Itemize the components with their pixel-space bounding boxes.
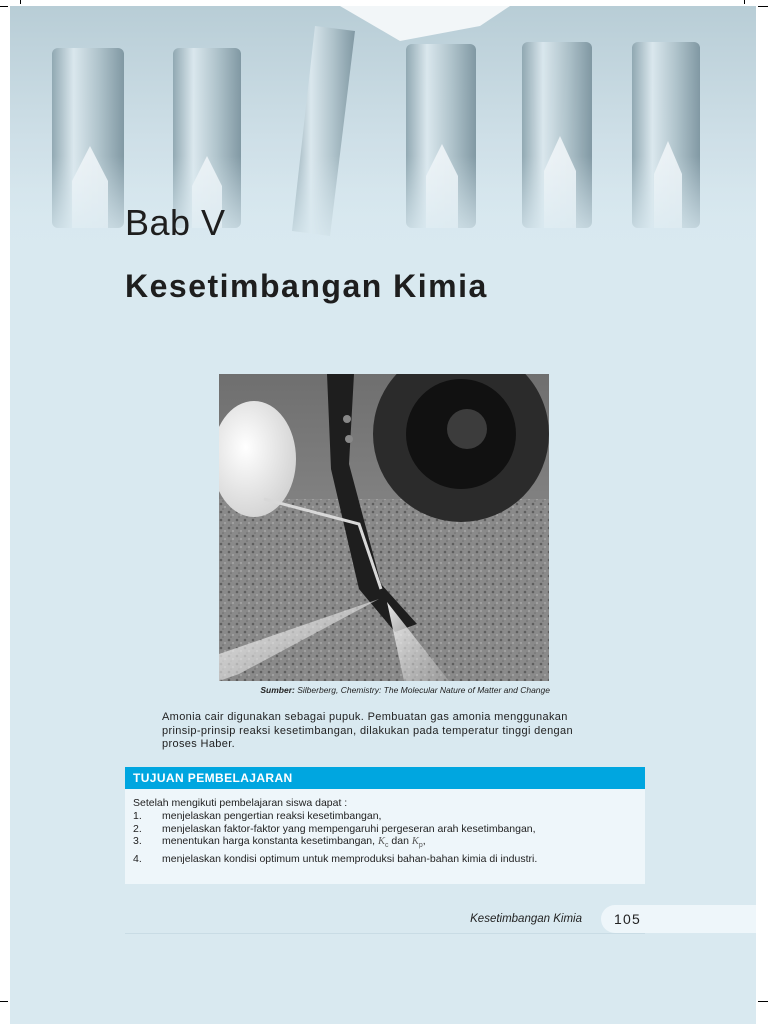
caption-source-label: Sumber: [260, 685, 295, 695]
list-item-text: menjelaskan faktor-faktor yang mempengaruhi pergeseran arah kesetimbangan, [162, 822, 536, 835]
kp-letter: K [411, 836, 419, 848]
kc-symbol [377, 836, 389, 850]
ammonia-injection-field-photo [219, 374, 549, 681]
list-item [133, 823, 645, 836]
test-tubes-photo [10, 6, 756, 256]
list-item [133, 835, 645, 853]
list-item-number: 3. [133, 835, 142, 848]
crop-mark [758, 6, 768, 7]
kc-letter: K [377, 836, 385, 848]
crop-mark [0, 1001, 8, 1002]
kp-symbol [411, 836, 423, 850]
list-item-end: , [422, 835, 426, 848]
crop-mark [744, 0, 745, 4]
kp-subscript: p [418, 842, 423, 850]
figure-caption [130, 685, 550, 695]
list-item-number: 1. [133, 809, 142, 822]
chapter-title: Kesetimbangan Kimia [125, 268, 488, 304]
list-item-text: menjelaskan kondisi optimum untuk memproduksi bahan-bahan kimia di industri. [162, 853, 538, 866]
chapter-label: Bab V [125, 202, 226, 243]
intro-paragraph: Amonia cair digunakan sebagai pupuk. Pembuatan gas amonia menggunakan prinsip-prinsip reaksi kesetimbangan, dilakukan pada temperatur tinggi dengan proses Haber. [162, 711, 573, 750]
page-number: 105 [614, 911, 641, 927]
caption-source-text: Silberberg, Chemistry: The Molecular Nature of Matter and Change [297, 685, 550, 695]
kc-subscript: c [385, 842, 389, 850]
crop-mark [758, 1001, 768, 1002]
list-item-number: 2. [133, 822, 142, 835]
and-word: dan [391, 835, 409, 848]
footer-divider [125, 933, 645, 934]
list-item-text: menentukan harga konstanta kesetimbangan, [162, 835, 376, 848]
crop-mark [0, 6, 8, 7]
list-item [133, 853, 645, 866]
learning-objectives-heading: TUJUAN PEMBELAJARAN [125, 767, 645, 789]
objectives-intro: Setelah mengikuti pembelajaran siswa dapat : [133, 797, 348, 809]
list-item [133, 810, 645, 823]
list-item-number: 4. [133, 853, 142, 866]
list-item-text: menjelaskan pengertian reaksi kesetimbangan, [162, 809, 382, 822]
book-page [10, 6, 756, 1024]
crop-mark [20, 0, 21, 4]
learning-objectives-body [125, 789, 645, 866]
learning-objectives-box [125, 767, 645, 884]
running-title: Kesetimbangan Kimia [470, 913, 582, 925]
list-item-text-with-symbols [162, 835, 426, 853]
